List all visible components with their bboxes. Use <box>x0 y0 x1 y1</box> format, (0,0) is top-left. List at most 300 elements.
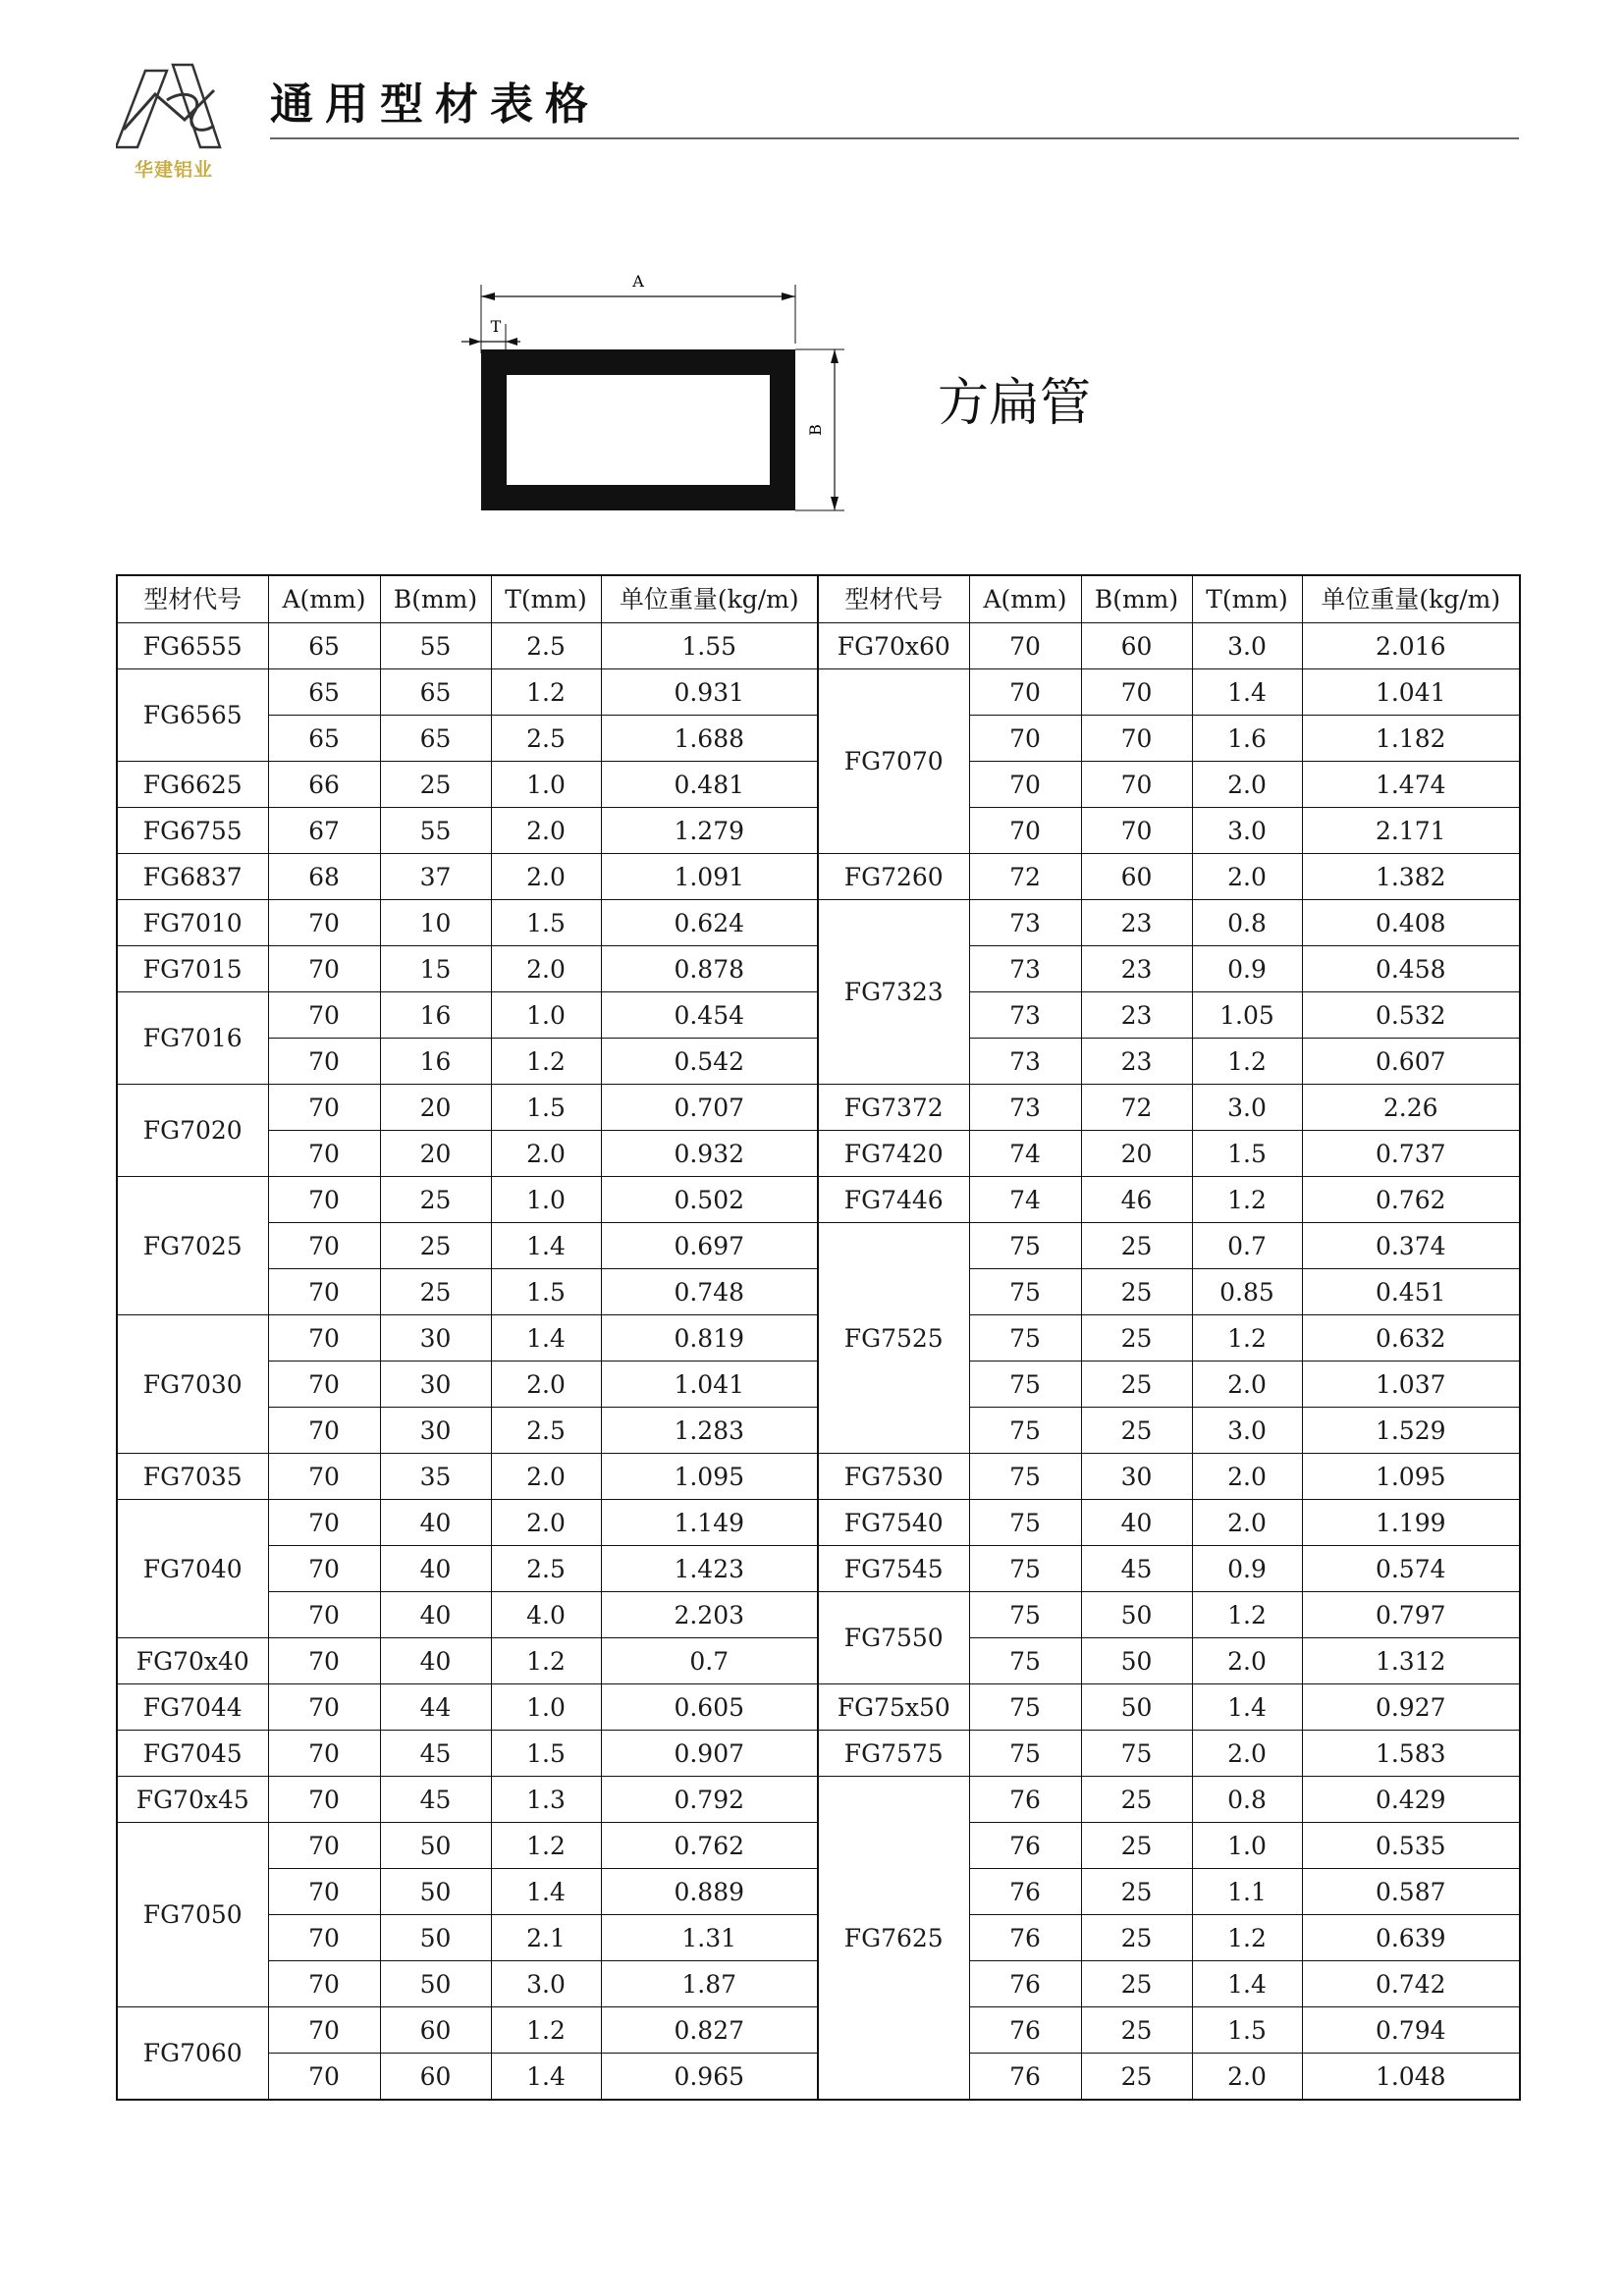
b-mm-cell: 70 <box>1081 716 1192 762</box>
b-mm-cell: 50 <box>380 1915 491 1961</box>
a-mm-cell: 70 <box>268 1684 380 1731</box>
a-mm-cell: 75 <box>969 1223 1081 1269</box>
b-mm-cell: 60 <box>380 2007 491 2054</box>
b-mm-cell: 50 <box>380 1961 491 2007</box>
a-mm-cell: 70 <box>268 1408 380 1454</box>
model-code-cell: FG6555 <box>117 623 268 669</box>
unit-weight-cell: 0.697 <box>601 1223 818 1269</box>
column-header: 型材代号 <box>117 575 268 623</box>
unit-weight-cell: 2.171 <box>1302 808 1520 854</box>
t-mm-cell: 2.0 <box>491 854 601 900</box>
a-mm-cell: 75 <box>969 1408 1081 1454</box>
a-mm-cell: 70 <box>268 1915 380 1961</box>
b-mm-cell: 60 <box>1081 854 1192 900</box>
unit-weight-cell: 0.794 <box>1302 2007 1520 2054</box>
b-mm-cell: 25 <box>1081 1777 1192 1823</box>
unit-weight-cell: 0.907 <box>601 1731 818 1777</box>
t-mm-cell: 0.85 <box>1192 1269 1302 1315</box>
a-mm-cell: 75 <box>969 1315 1081 1362</box>
unit-weight-cell: 1.041 <box>601 1362 818 1408</box>
a-mm-cell: 70 <box>268 1223 380 1269</box>
b-mm-cell: 25 <box>380 1177 491 1223</box>
b-mm-cell: 25 <box>1081 1269 1192 1315</box>
dim-b-label: B <box>806 424 825 436</box>
unit-weight-cell: 1.312 <box>1302 1638 1520 1684</box>
t-mm-cell: 1.2 <box>1192 1592 1302 1638</box>
b-mm-cell: 75 <box>1081 1731 1192 1777</box>
t-mm-cell: 1.2 <box>491 1823 601 1869</box>
t-mm-cell: 1.4 <box>491 1869 601 1915</box>
a-mm-cell: 76 <box>969 1777 1081 1823</box>
t-mm-cell: 1.3 <box>491 1777 601 1823</box>
a-mm-cell: 75 <box>969 1454 1081 1500</box>
a-mm-cell: 73 <box>969 900 1081 946</box>
header-divider <box>270 137 1519 139</box>
model-code-cell: FG7420 <box>818 1131 969 1177</box>
t-mm-cell: 2.0 <box>1192 1731 1302 1777</box>
t-mm-cell: 3.0 <box>491 1961 601 2007</box>
unit-weight-cell: 0.639 <box>1302 1915 1520 1961</box>
column-header: T(mm) <box>491 575 601 623</box>
unit-weight-cell: 0.502 <box>601 1177 818 1223</box>
logo-text: 华建铝业 <box>134 159 213 181</box>
t-mm-cell: 1.2 <box>491 1638 601 1684</box>
profile-spec-table <box>116 574 1521 2101</box>
b-mm-cell: 25 <box>1081 1408 1192 1454</box>
a-mm-cell: 70 <box>969 623 1081 669</box>
model-code-cell: FG7625 <box>818 1777 969 2101</box>
t-mm-cell: 1.4 <box>491 1315 601 1362</box>
b-mm-cell: 25 <box>1081 1823 1192 1869</box>
b-mm-cell: 25 <box>380 762 491 808</box>
b-mm-cell: 25 <box>1081 2054 1192 2101</box>
t-mm-cell: 1.0 <box>491 762 601 808</box>
column-header: A(mm) <box>969 575 1081 623</box>
model-code-cell: FG6625 <box>117 762 268 808</box>
unit-weight-cell: 1.199 <box>1302 1500 1520 1546</box>
unit-weight-cell: 0.819 <box>601 1315 818 1362</box>
unit-weight-cell: 0.707 <box>601 1085 818 1131</box>
a-mm-cell: 76 <box>969 2007 1081 2054</box>
t-mm-cell: 1.5 <box>491 1085 601 1131</box>
unit-weight-cell: 0.607 <box>1302 1039 1520 1085</box>
a-mm-cell: 70 <box>268 946 380 992</box>
unit-weight-cell: 0.451 <box>1302 1269 1520 1315</box>
model-code-cell: FG75x50 <box>818 1684 969 1731</box>
t-mm-cell: 2.0 <box>491 1500 601 1546</box>
a-mm-cell: 70 <box>268 1362 380 1408</box>
b-mm-cell: 70 <box>1081 808 1192 854</box>
unit-weight-cell: 0.889 <box>601 1869 818 1915</box>
table-row <box>117 623 1520 669</box>
b-mm-cell: 70 <box>1081 762 1192 808</box>
model-code-cell: FG7016 <box>117 992 268 1085</box>
b-mm-cell: 25 <box>380 1269 491 1315</box>
a-mm-cell: 70 <box>268 1500 380 1546</box>
column-header: B(mm) <box>1081 575 1192 623</box>
unit-weight-cell: 1.688 <box>601 716 818 762</box>
t-mm-cell: 1.5 <box>491 1731 601 1777</box>
table-row <box>117 1777 1520 1823</box>
a-mm-cell: 70 <box>268 1085 380 1131</box>
t-mm-cell: 1.0 <box>491 1177 601 1223</box>
b-mm-cell: 30 <box>380 1362 491 1408</box>
model-code-cell: FG7070 <box>818 669 969 854</box>
b-mm-cell: 16 <box>380 1039 491 1085</box>
b-mm-cell: 25 <box>1081 2007 1192 2054</box>
a-mm-cell: 70 <box>268 1546 380 1592</box>
unit-weight-cell: 1.283 <box>601 1408 818 1454</box>
a-mm-cell: 76 <box>969 2054 1081 2101</box>
t-mm-cell: 2.0 <box>1192 1454 1302 1500</box>
unit-weight-cell: 1.095 <box>1302 1454 1520 1500</box>
a-mm-cell: 70 <box>268 1131 380 1177</box>
model-code-cell: FG70x60 <box>818 623 969 669</box>
b-mm-cell: 44 <box>380 1684 491 1731</box>
unit-weight-cell: 0.931 <box>601 669 818 716</box>
column-header: 单位重量(kg/m) <box>601 575 818 623</box>
b-mm-cell: 40 <box>1081 1500 1192 1546</box>
t-mm-cell: 1.2 <box>491 1039 601 1085</box>
t-mm-cell: 1.5 <box>491 900 601 946</box>
model-code-cell: FG6565 <box>117 669 268 762</box>
model-code-cell: FG7025 <box>117 1177 268 1315</box>
model-code-cell: FG7525 <box>818 1223 969 1454</box>
a-mm-cell: 70 <box>268 1039 380 1085</box>
a-mm-cell: 70 <box>268 1638 380 1684</box>
unit-weight-cell: 1.382 <box>1302 854 1520 900</box>
unit-weight-cell: 1.048 <box>1302 2054 1520 2101</box>
t-mm-cell: 2.0 <box>1192 1500 1302 1546</box>
a-mm-cell: 70 <box>268 2054 380 2101</box>
a-mm-cell: 70 <box>268 992 380 1039</box>
a-mm-cell: 70 <box>268 900 380 946</box>
t-mm-cell: 1.1 <box>1192 1869 1302 1915</box>
model-code-cell: FG7372 <box>818 1085 969 1131</box>
table-row <box>117 1684 1520 1731</box>
t-mm-cell: 1.0 <box>1192 1823 1302 1869</box>
b-mm-cell: 50 <box>1081 1592 1192 1638</box>
unit-weight-cell: 0.7 <box>601 1638 818 1684</box>
t-mm-cell: 2.5 <box>491 1408 601 1454</box>
a-mm-cell: 76 <box>969 1823 1081 1869</box>
unit-weight-cell: 0.429 <box>1302 1777 1520 1823</box>
a-mm-cell: 70 <box>268 1823 380 1869</box>
unit-weight-cell: 0.737 <box>1302 1131 1520 1177</box>
product-name: 方扁管 <box>938 374 1092 433</box>
table-row <box>117 1731 1520 1777</box>
b-mm-cell: 25 <box>1081 1961 1192 2007</box>
t-mm-cell: 3.0 <box>1192 1408 1302 1454</box>
b-mm-cell: 55 <box>380 808 491 854</box>
b-mm-cell: 55 <box>380 623 491 669</box>
a-mm-cell: 73 <box>969 1085 1081 1131</box>
a-mm-cell: 70 <box>969 716 1081 762</box>
unit-weight-cell: 0.408 <box>1302 900 1520 946</box>
unit-weight-cell: 0.762 <box>1302 1177 1520 1223</box>
b-mm-cell: 23 <box>1081 1039 1192 1085</box>
unit-weight-cell: 2.203 <box>601 1592 818 1638</box>
dim-t-label: T <box>490 317 502 336</box>
b-mm-cell: 50 <box>1081 1684 1192 1731</box>
model-code-cell: FG7030 <box>117 1315 268 1454</box>
b-mm-cell: 65 <box>380 669 491 716</box>
a-mm-cell: 76 <box>969 1869 1081 1915</box>
b-mm-cell: 40 <box>380 1500 491 1546</box>
table-row <box>117 900 1520 946</box>
unit-weight-cell: 1.091 <box>601 854 818 900</box>
unit-weight-cell: 0.878 <box>601 946 818 992</box>
b-mm-cell: 60 <box>380 2054 491 2101</box>
table-row <box>117 1500 1520 1546</box>
b-mm-cell: 10 <box>380 900 491 946</box>
unit-weight-cell: 0.927 <box>1302 1684 1520 1731</box>
unit-weight-cell: 0.762 <box>601 1823 818 1869</box>
a-mm-cell: 75 <box>969 1269 1081 1315</box>
b-mm-cell: 45 <box>380 1777 491 1823</box>
t-mm-cell: 0.9 <box>1192 1546 1302 1592</box>
table-row <box>117 854 1520 900</box>
t-mm-cell: 2.0 <box>1192 2054 1302 2101</box>
t-mm-cell: 0.8 <box>1192 1777 1302 1823</box>
model-code-cell: FG7040 <box>117 1500 268 1638</box>
a-mm-cell: 70 <box>268 1777 380 1823</box>
b-mm-cell: 45 <box>380 1731 491 1777</box>
b-mm-cell: 23 <box>1081 946 1192 992</box>
unit-weight-cell: 1.149 <box>601 1500 818 1546</box>
t-mm-cell: 1.05 <box>1192 992 1302 1039</box>
model-code-cell: FG70x40 <box>117 1638 268 1684</box>
b-mm-cell: 50 <box>380 1869 491 1915</box>
b-mm-cell: 72 <box>1081 1085 1192 1131</box>
a-mm-cell: 70 <box>268 1731 380 1777</box>
unit-weight-cell: 0.535 <box>1302 1823 1520 1869</box>
dim-a-label: A <box>632 272 644 291</box>
a-mm-cell: 70 <box>969 669 1081 716</box>
unit-weight-cell: 1.182 <box>1302 716 1520 762</box>
a-mm-cell: 70 <box>268 1592 380 1638</box>
table-row <box>117 1592 1520 1638</box>
t-mm-cell: 0.9 <box>1192 946 1302 992</box>
a-mm-cell: 67 <box>268 808 380 854</box>
model-code-cell: FG7260 <box>818 854 969 900</box>
b-mm-cell: 20 <box>380 1085 491 1131</box>
column-header: 型材代号 <box>818 575 969 623</box>
b-mm-cell: 20 <box>1081 1131 1192 1177</box>
table-row <box>117 1131 1520 1177</box>
column-header: 单位重量(kg/m) <box>1302 575 1520 623</box>
a-mm-cell: 65 <box>268 623 380 669</box>
b-mm-cell: 30 <box>380 1408 491 1454</box>
unit-weight-cell: 0.632 <box>1302 1315 1520 1362</box>
b-mm-cell: 23 <box>1081 992 1192 1039</box>
a-mm-cell: 70 <box>268 2007 380 2054</box>
unit-weight-cell: 0.932 <box>601 1131 818 1177</box>
t-mm-cell: 1.2 <box>1192 1915 1302 1961</box>
t-mm-cell: 1.4 <box>1192 1684 1302 1731</box>
a-mm-cell: 75 <box>969 1362 1081 1408</box>
b-mm-cell: 35 <box>380 1454 491 1500</box>
a-mm-cell: 70 <box>268 1454 380 1500</box>
model-code-cell: FG70x45 <box>117 1777 268 1823</box>
model-code-cell: FG7020 <box>117 1085 268 1177</box>
unit-weight-cell: 0.742 <box>1302 1961 1520 2007</box>
table-row <box>117 1085 1520 1131</box>
a-mm-cell: 74 <box>969 1131 1081 1177</box>
unit-weight-cell: 1.31 <box>601 1915 818 1961</box>
a-mm-cell: 73 <box>969 946 1081 992</box>
b-mm-cell: 25 <box>1081 1223 1192 1269</box>
a-mm-cell: 65 <box>268 669 380 716</box>
t-mm-cell: 1.2 <box>1192 1177 1302 1223</box>
b-mm-cell: 65 <box>380 716 491 762</box>
b-mm-cell: 37 <box>380 854 491 900</box>
unit-weight-cell: 2.26 <box>1302 1085 1520 1131</box>
unit-weight-cell: 0.481 <box>601 762 818 808</box>
b-mm-cell: 30 <box>1081 1454 1192 1500</box>
t-mm-cell: 1.0 <box>491 992 601 1039</box>
b-mm-cell: 50 <box>1081 1638 1192 1684</box>
t-mm-cell: 1.6 <box>1192 716 1302 762</box>
t-mm-cell: 1.5 <box>491 1269 601 1315</box>
t-mm-cell: 0.8 <box>1192 900 1302 946</box>
b-mm-cell: 45 <box>1081 1546 1192 1592</box>
t-mm-cell: 1.4 <box>491 1223 601 1269</box>
model-code-cell: FG7045 <box>117 1731 268 1777</box>
column-header: A(mm) <box>268 575 380 623</box>
a-mm-cell: 75 <box>969 1500 1081 1546</box>
model-code-cell: FG7550 <box>818 1592 969 1684</box>
unit-weight-cell: 1.037 <box>1302 1362 1520 1408</box>
unit-weight-cell: 1.529 <box>1302 1408 1520 1454</box>
model-code-cell: FG7010 <box>117 900 268 946</box>
a-mm-cell: 75 <box>969 1592 1081 1638</box>
table-row <box>117 669 1520 716</box>
unit-weight-cell: 0.587 <box>1302 1869 1520 1915</box>
a-mm-cell: 70 <box>268 1961 380 2007</box>
t-mm-cell: 2.5 <box>491 716 601 762</box>
t-mm-cell: 2.0 <box>491 1454 601 1500</box>
b-mm-cell: 25 <box>1081 1869 1192 1915</box>
model-code-cell: FG7323 <box>818 900 969 1085</box>
t-mm-cell: 0.7 <box>1192 1223 1302 1269</box>
b-mm-cell: 70 <box>1081 669 1192 716</box>
a-mm-cell: 68 <box>268 854 380 900</box>
t-mm-cell: 3.0 <box>1192 623 1302 669</box>
table-row <box>117 1454 1520 1500</box>
column-header: T(mm) <box>1192 575 1302 623</box>
unit-weight-cell: 1.583 <box>1302 1731 1520 1777</box>
t-mm-cell: 1.2 <box>491 669 601 716</box>
a-mm-cell: 75 <box>969 1638 1081 1684</box>
t-mm-cell: 2.5 <box>491 1546 601 1592</box>
unit-weight-cell: 1.87 <box>601 1961 818 2007</box>
t-mm-cell: 1.5 <box>1192 2007 1302 2054</box>
a-mm-cell: 66 <box>268 762 380 808</box>
unit-weight-cell: 2.016 <box>1302 623 1520 669</box>
unit-weight-cell: 0.374 <box>1302 1223 1520 1269</box>
unit-weight-cell: 1.423 <box>601 1546 818 1592</box>
table-row <box>117 1177 1520 1223</box>
t-mm-cell: 2.0 <box>491 808 601 854</box>
b-mm-cell: 40 <box>380 1638 491 1684</box>
model-code-cell: FG7530 <box>818 1454 969 1500</box>
table-row <box>117 1223 1520 1269</box>
t-mm-cell: 2.5 <box>491 623 601 669</box>
t-mm-cell: 2.0 <box>491 1131 601 1177</box>
unit-weight-cell: 1.279 <box>601 808 818 854</box>
company-logo <box>116 61 232 185</box>
b-mm-cell: 40 <box>380 1592 491 1638</box>
t-mm-cell: 2.0 <box>1192 1638 1302 1684</box>
t-mm-cell: 4.0 <box>491 1592 601 1638</box>
unit-weight-cell: 0.542 <box>601 1039 818 1085</box>
a-mm-cell: 70 <box>268 1177 380 1223</box>
column-header: B(mm) <box>380 575 491 623</box>
a-mm-cell: 72 <box>969 854 1081 900</box>
model-code-cell: FG7446 <box>818 1177 969 1223</box>
unit-weight-cell: 0.797 <box>1302 1592 1520 1638</box>
a-mm-cell: 75 <box>969 1684 1081 1731</box>
b-mm-cell: 46 <box>1081 1177 1192 1223</box>
b-mm-cell: 15 <box>380 946 491 992</box>
t-mm-cell: 2.1 <box>491 1915 601 1961</box>
a-mm-cell: 70 <box>268 1869 380 1915</box>
t-mm-cell: 2.0 <box>1192 762 1302 808</box>
a-mm-cell: 75 <box>969 1546 1081 1592</box>
b-mm-cell: 30 <box>380 1315 491 1362</box>
t-mm-cell: 2.0 <box>1192 854 1302 900</box>
model-code-cell: FG7540 <box>818 1500 969 1546</box>
b-mm-cell: 23 <box>1081 900 1192 946</box>
b-mm-cell: 25 <box>1081 1915 1192 1961</box>
page-title: 通用型材表格 <box>270 80 600 130</box>
unit-weight-cell: 0.454 <box>601 992 818 1039</box>
a-mm-cell: 73 <box>969 992 1081 1039</box>
a-mm-cell: 70 <box>268 1315 380 1362</box>
b-mm-cell: 50 <box>380 1823 491 1869</box>
unit-weight-cell: 0.605 <box>601 1684 818 1731</box>
b-mm-cell: 40 <box>380 1546 491 1592</box>
unit-weight-cell: 0.792 <box>601 1777 818 1823</box>
b-mm-cell: 20 <box>380 1131 491 1177</box>
table-header-row <box>117 575 1520 623</box>
b-mm-cell: 25 <box>1081 1362 1192 1408</box>
unit-weight-cell: 0.748 <box>601 1269 818 1315</box>
a-mm-cell: 73 <box>969 1039 1081 1085</box>
logo-mark-icon <box>116 61 232 155</box>
a-mm-cell: 70 <box>969 762 1081 808</box>
t-mm-cell: 1.0 <box>491 1684 601 1731</box>
unit-weight-cell: 0.458 <box>1302 946 1520 992</box>
t-mm-cell: 3.0 <box>1192 808 1302 854</box>
model-code-cell: FG7545 <box>818 1546 969 1592</box>
profile-diagram <box>461 265 874 520</box>
unit-weight-cell: 0.532 <box>1302 992 1520 1039</box>
table-row <box>117 1546 1520 1592</box>
t-mm-cell: 2.0 <box>1192 1362 1302 1408</box>
b-mm-cell: 16 <box>380 992 491 1039</box>
unit-weight-cell: 1.041 <box>1302 669 1520 716</box>
unit-weight-cell: 0.574 <box>1302 1546 1520 1592</box>
t-mm-cell: 1.4 <box>491 2054 601 2101</box>
unit-weight-cell: 1.55 <box>601 623 818 669</box>
model-code-cell: FG7575 <box>818 1731 969 1777</box>
t-mm-cell: 2.0 <box>491 1362 601 1408</box>
unit-weight-cell: 0.827 <box>601 2007 818 2054</box>
b-mm-cell: 60 <box>1081 623 1192 669</box>
t-mm-cell: 2.0 <box>491 946 601 992</box>
